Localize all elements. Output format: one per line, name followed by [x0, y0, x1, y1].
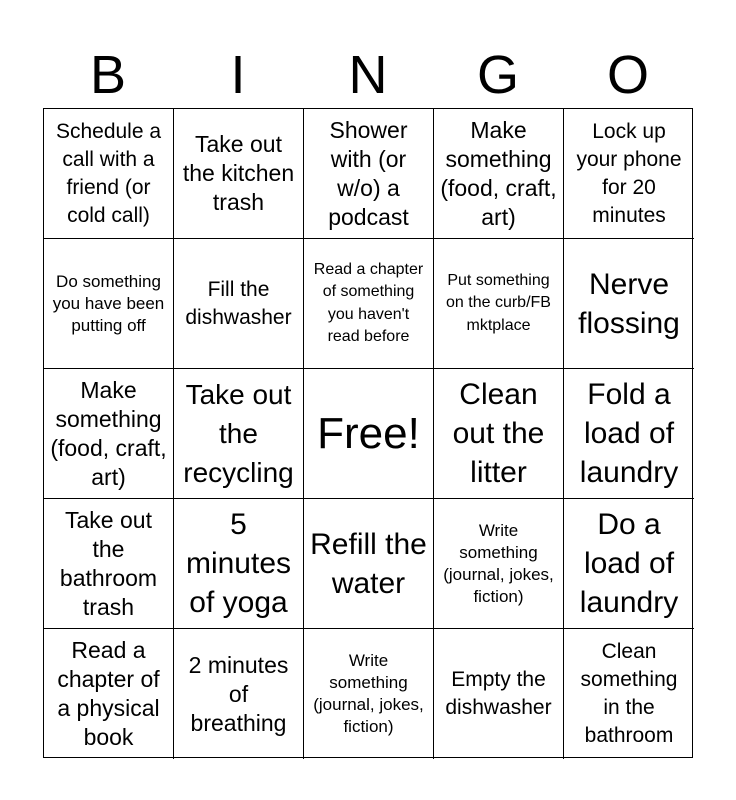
bingo-cell [304, 499, 434, 629]
bingo-cell [564, 369, 694, 499]
bingo-cell [434, 369, 564, 499]
cell-text: Make something (food, craft, art) [440, 116, 557, 230]
bingo-cell [44, 629, 174, 759]
bingo-cell [174, 499, 304, 629]
bingo-cell [564, 629, 694, 759]
bingo-cell [44, 109, 174, 239]
header-letter-n: N [348, 45, 388, 105]
cell-text: Fold a load of laundry [579, 378, 679, 489]
bingo-cell [434, 629, 564, 759]
cell-text: Clean out the litter [452, 378, 545, 489]
cell-text: Shower with (or w/o) a podcast [328, 116, 409, 230]
bingo-cell [44, 369, 174, 499]
bingo-cell [564, 239, 694, 369]
bingo-cell [44, 499, 174, 629]
bingo-cell [304, 109, 434, 239]
cell-text: Take out the kitchen trash [182, 131, 295, 215]
bingo-board [43, 108, 693, 758]
bingo-cell [304, 239, 434, 369]
cell-text: Take out the recycling [183, 379, 294, 488]
cell-text: Take out the bathroom trash [59, 506, 158, 620]
cell-text: Read a chapter of something you haven't read before [313, 260, 424, 345]
bingo-cell [434, 109, 564, 239]
cell-text: 2 minutes of breathing [188, 651, 289, 736]
cell-text: 5 minutes of yoga [185, 508, 292, 619]
cell-text: Read a chapter of a physical book [57, 637, 160, 750]
bingo-cell [174, 629, 304, 759]
header-letter-o: O [606, 45, 649, 105]
cell-text: Write something (journal, jokes, fiction) [443, 520, 554, 606]
header-letter-g: G [476, 45, 519, 105]
cell-text: Do something you have been putting off [52, 271, 165, 335]
cell-text: Empty the dishwasher [445, 668, 552, 719]
bingo-cell [174, 369, 304, 499]
free-cell [304, 369, 434, 499]
free-text: Free! [317, 408, 420, 458]
cell-text: Make something (food, craft, art) [50, 376, 167, 490]
cell-text: Write something (journal, jokes, fiction) [313, 651, 424, 736]
cell-text: Put something on the curb/FB mktplace [446, 271, 551, 334]
cell-text: Nerve flossing [578, 267, 680, 340]
bingo-cell [174, 239, 304, 369]
cell-text: Do a load of laundry [579, 508, 679, 619]
bingo-cell [434, 239, 564, 369]
bingo-cell [564, 109, 694, 239]
bingo-cell [44, 239, 174, 369]
bingo-cell [304, 629, 434, 759]
cell-text: Fill the dishwasher [185, 277, 292, 329]
header-letter-b: B [89, 45, 127, 105]
cell-text: Refill the water [310, 527, 427, 600]
bingo-header [43, 42, 693, 108]
cell-text: Schedule a call with a friend (or cold call) [55, 119, 162, 227]
bingo-cell [434, 499, 564, 629]
cell-text: Clean something in the bathroom [580, 640, 678, 747]
header-letter-i: I [230, 45, 246, 105]
bingo-cell [564, 499, 694, 629]
bingo-cell [174, 109, 304, 239]
cell-text: Lock up your phone for 20 minutes [576, 119, 682, 227]
